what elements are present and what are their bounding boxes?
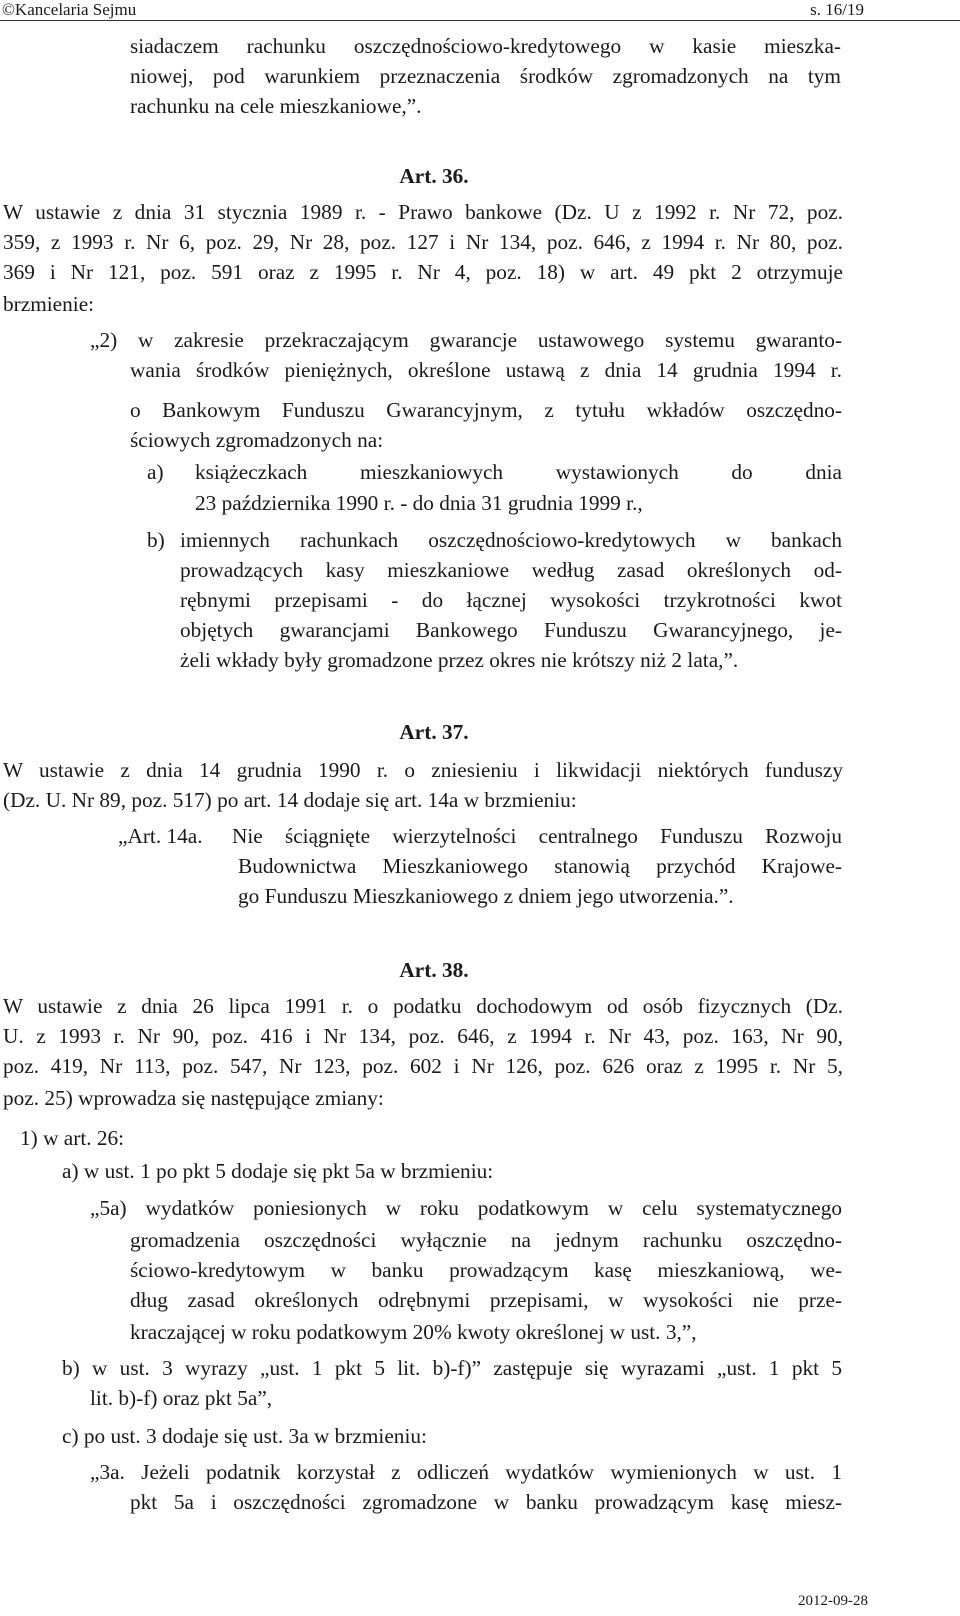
text-line: rachunku na cele mieszkaniowe,”. [130, 94, 422, 118]
header-source: ©Kancelaria Sejmu [2, 0, 137, 19]
text-line: imiennych rachunkach oszczędnościowo-kredytowych w bankach [180, 528, 842, 552]
text-line: książeczkach mieszkaniowych wystawionych do dnia [195, 460, 842, 484]
text-line: poz. 419, Nr 113, poz. 547, Nr 123, poz. 602 i Nr 126, poz. 626 oraz z 1995 r. Nr 5, [3, 1054, 843, 1078]
text-line: gromadzenia oszczędności wyłącznie na jednym rachunku oszczędno- [130, 1228, 842, 1252]
text-line: (Dz. U. Nr 89, poz. 517) po art. 14 dodaje się art. 14a w brzmieniu: [3, 788, 577, 812]
text-line: W ustawie z dnia 26 lipca 1991 r. o podatku dochodowym od osób fizycznych (Dz. [3, 994, 843, 1018]
text-line: go Funduszu Mieszkaniowego z dniem jego utworzenia.”. [238, 884, 734, 908]
text-line: o Bankowym Funduszu Gwarancyjnym, z tytułu wkładów oszczędno- [130, 398, 842, 422]
text-line: W ustawie z dnia 14 grudnia 1990 r. o zniesieniu i likwidacji niektórych funduszy [3, 758, 843, 782]
text-line: siadaczem rachunku oszczędnościowo-kredytowego w kasie mieszka- [130, 34, 841, 58]
list-marker: b) [147, 528, 165, 552]
text-line: „5a) wydatków poniesionych w roku podatkowym w celu systematycznego [90, 1196, 842, 1220]
text-line: poz. 25) wprowadza się następujące zmiany: [3, 1086, 384, 1110]
text-line: „Art. 14a. [118, 824, 203, 848]
text-line: rębnymi przepisami - do łącznej wysokości trzykrotności kwot [180, 588, 842, 612]
text-line: Budownictwa Mieszkaniowego stanowią przychód Krajowe- [238, 854, 842, 878]
text-line: 359, z 1993 r. Nr 6, poz. 29, Nr 28, poz. 127 i Nr 134, poz. 646, z 1994 r. Nr 80, poz. [3, 230, 843, 254]
text-line: niowej, pod warunkiem przeznaczenia środków zgromadzonych na tym [130, 64, 841, 88]
text-line: b) w ust. 3 wyrazy „ust. 1 pkt 5 lit. b)-f)” zastępuje się wyrazami „ust. 1 pkt 5 [62, 1356, 842, 1380]
text-line: lit. b)-f) oraz pkt 5a”, [90, 1386, 273, 1410]
footer-date: 2012-09-28 [798, 1593, 868, 1609]
text-line: U. z 1993 r. Nr 90, poz. 416 i Nr 134, poz. 646, z 1994 r. Nr 43, poz. 163, Nr 90, [3, 1024, 843, 1048]
page-number: s. 16/19 [810, 0, 864, 19]
text-line: ściowych zgromadzonych na: [130, 428, 384, 452]
list-marker: a) [147, 460, 164, 484]
text-line: pkt 5a i oszczędności zgromadzone w banku prowadzącym kasę miesz- [130, 1490, 842, 1514]
article-heading: Art. 37. [399, 720, 469, 744]
text-line: wania środków pieniężnych, określone ustawą z dnia 14 grudnia 1994 r. [130, 358, 842, 382]
text-line: c) po ust. 3 dodaje się ust. 3a w brzmieniu: [62, 1424, 427, 1448]
text-line: prowadzących kasy mieszkaniowe według zasad określonych od- [180, 558, 842, 582]
text-line: W ustawie z dnia 31 stycznia 1989 r. - Prawo bankowe (Dz. U z 1992 r. Nr 72, poz. [3, 200, 843, 224]
text-line: 1) w art. 26: [20, 1126, 125, 1150]
article-heading: Art. 36. [399, 164, 469, 188]
text-line: Nie ściągnięte wierzytelności centralnego Funduszu Rozwoju [232, 824, 842, 848]
text-line: „2) w zakresie przekraczającym gwarancje ustawowego systemu gwaranto- [90, 328, 842, 352]
text-line: „3a. Jeżeli podatnik korzystał z odliczeń wydatków wymienionych w ust. 1 [90, 1460, 842, 1484]
text-line: brzmienie: [3, 292, 95, 316]
text-line: 369 i Nr 121, poz. 591 oraz z 1995 r. Nr 4, poz. 18) w art. 49 pkt 2 otrzymuje [3, 260, 843, 284]
header-divider [0, 20, 960, 21]
text-line: kraczającej w roku podatkowym 20% kwoty określonej w ust. 3,”, [130, 1320, 697, 1344]
text-line: 23 października 1990 r. - do dnia 31 grudnia 1999 r., [195, 491, 643, 515]
text-line: a) w ust. 1 po pkt 5 dodaje się pkt 5a w brzmieniu: [62, 1159, 494, 1183]
text-line: żeli wkłady były gromadzone przez okres nie krótszy niż 2 lata,”. [180, 648, 739, 672]
article-heading: Art. 38. [399, 958, 469, 982]
text-line: objętych gwarancjami Bankowego Funduszu Gwarancyjnego, je- [180, 618, 842, 642]
text-line: ściowo-kredytowym w banku prowadzącym kasę mieszkaniową, we- [130, 1258, 842, 1282]
text-line: dług zasad określonych odrębnymi przepisami, w wysokości nie prze- [130, 1288, 842, 1312]
